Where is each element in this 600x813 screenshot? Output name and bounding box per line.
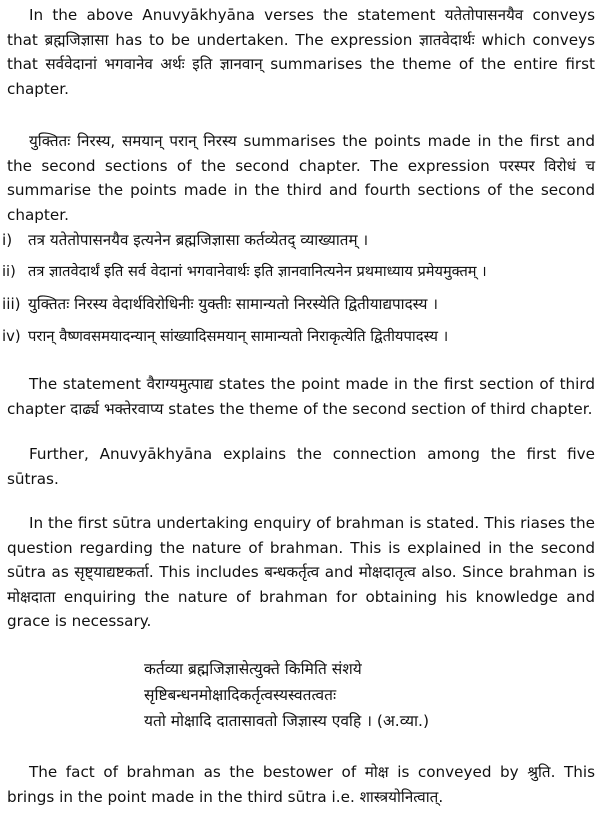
verse-line-1: कर्तव्या ब्रह्मजिज्ञासेत्युक्ते किमिति संशये bbox=[144, 660, 362, 678]
para1-text-4: which conveys that bbox=[7, 30, 595, 73]
para5-text-3: and bbox=[319, 563, 359, 581]
para3-text-1: The statement bbox=[29, 375, 147, 393]
para5-sanskrit-1: सृष्ट्याद्यष्टकर्ता bbox=[74, 563, 149, 581]
para1-text-3: has to be undertaken. The expression bbox=[108, 30, 420, 49]
list-text: तत्र ज्ञातवेदार्थं इति सर्व वेदानां भगवानेवार्थः इति ज्ञानवानित्यनेन प्रथमाध्याय प्रमेयमुक्तम् । bbox=[28, 263, 487, 280]
para5-sanskrit-2: बन्धकर्तृत्व bbox=[264, 563, 320, 581]
paragraph-2 bbox=[7, 129, 595, 227]
list-text: तत्र यतेतोपासनयैव इत्यनेन ब्रह्मजिज्ञासा कर्तव्येतद् व्याख्यातम् । bbox=[28, 231, 369, 249]
para5-text-2: . This includes bbox=[148, 563, 265, 581]
verse-line-3: यतो मोक्षादि दातासावतो जिज्ञास्य एवहि । (अ.व्या.) bbox=[144, 712, 430, 730]
para5-text-1: In the first sūtra undertaking enquiry of brahman is stated. This riases the question regarding the nature of brahman. This is explained in the second sūtra as bbox=[7, 514, 595, 581]
para2-sanskrit-1: युक्तितः निरस्य, समयान् परान् निरस्य bbox=[29, 132, 237, 150]
para5-sanskrit-4: मोक्षदाता bbox=[7, 587, 56, 606]
para3-text-2: states the point made in the first section of third chapter bbox=[7, 375, 595, 418]
paragraph-4 bbox=[7, 442, 595, 491]
list-number: i) bbox=[2, 231, 13, 249]
list-number: iii) bbox=[2, 295, 21, 313]
para3-sanskrit-1: वैराग्यमुत्पाद्य bbox=[146, 375, 214, 393]
para6-sanskrit-3: शास्त्रयोनित्वात् bbox=[359, 787, 439, 806]
para6-sanskrit-1: मोक्ष bbox=[364, 763, 389, 781]
list-item-4 bbox=[2, 325, 598, 349]
list-text: परान् वैष्णवसमयादन्यान् सांख्यादिसमयान् सामान्यतो निराकृत्येति द्वितीयपादस्य । bbox=[28, 328, 449, 345]
paragraph-1 bbox=[7, 3, 595, 101]
para6-sanskrit-2: श्रुति bbox=[527, 763, 551, 781]
para3-text-3: states the theme of the second section of third chapter. bbox=[163, 399, 593, 418]
list-number: iv) bbox=[2, 328, 21, 345]
para6-text-4: . bbox=[438, 787, 444, 806]
para6-text-3: . This brings in the point made in the third sūtra i.e. bbox=[7, 763, 595, 806]
para5-sanskrit-3: मोक्षदातृत्व bbox=[358, 563, 416, 581]
para6-text-2: is conveyed by bbox=[388, 763, 528, 781]
paragraph-3 bbox=[7, 372, 595, 421]
verse-line-2: सृष्टिबन्धनमोक्षादिकर्तृत्वस्यस्वतत्वतः bbox=[144, 686, 337, 704]
para2-text-2: summarise the points made in the third and fourth sections of the second chapter. bbox=[7, 181, 595, 224]
para1-sanskrit-4: सर्ववेदानां भगवानेव अर्थः इति ज्ञानवान् bbox=[45, 55, 263, 73]
para5-text-5: enquiring the nature of brahman for obtaining his knowledge and grace is necessary. bbox=[7, 587, 595, 630]
para1-sanskrit-3: ज्ञातवेदार्थः bbox=[419, 30, 475, 49]
list-item-2 bbox=[2, 260, 598, 284]
para5-text-4: also. Since brahman is bbox=[415, 563, 595, 581]
para6-text-1: The fact of brahman as the bestower of bbox=[29, 763, 365, 781]
para2-text-1: summarises the points made in the first and the second sections of the second chapter. The expression bbox=[7, 132, 595, 175]
paragraph-6 bbox=[7, 760, 595, 809]
list-item-1 bbox=[2, 228, 598, 252]
para1-text-1: In the above Anuvyākhyāna verses the statement bbox=[29, 6, 445, 24]
para2-sanskrit-2: परस्पर विरोधं च bbox=[499, 156, 596, 175]
para1-text-2: conveys that bbox=[7, 6, 596, 49]
paragraph-5 bbox=[7, 511, 595, 634]
list-text: युक्तितः निरस्य वेदार्थविरोधिनीः युक्तीः सामान्यतो निरस्येति द्वितीयाद्यपादस्य । bbox=[28, 295, 438, 313]
para1-sanskrit-1: यतेतोपासनयैव bbox=[444, 6, 524, 24]
para1-sanskrit-2: ब्रह्मजिज्ञासा bbox=[44, 30, 109, 49]
para3-sanskrit-2: दार्ढ्य भक्तेरवाप्य bbox=[70, 399, 164, 418]
para1-text-5: summarises the theme of the entire first chapter. bbox=[7, 55, 595, 98]
para4-text-1: Further, Anuvyākhyāna explains the connection among the first five sūtras. bbox=[7, 445, 595, 488]
list-item-3 bbox=[2, 292, 598, 316]
list-number: ii) bbox=[2, 263, 16, 280]
